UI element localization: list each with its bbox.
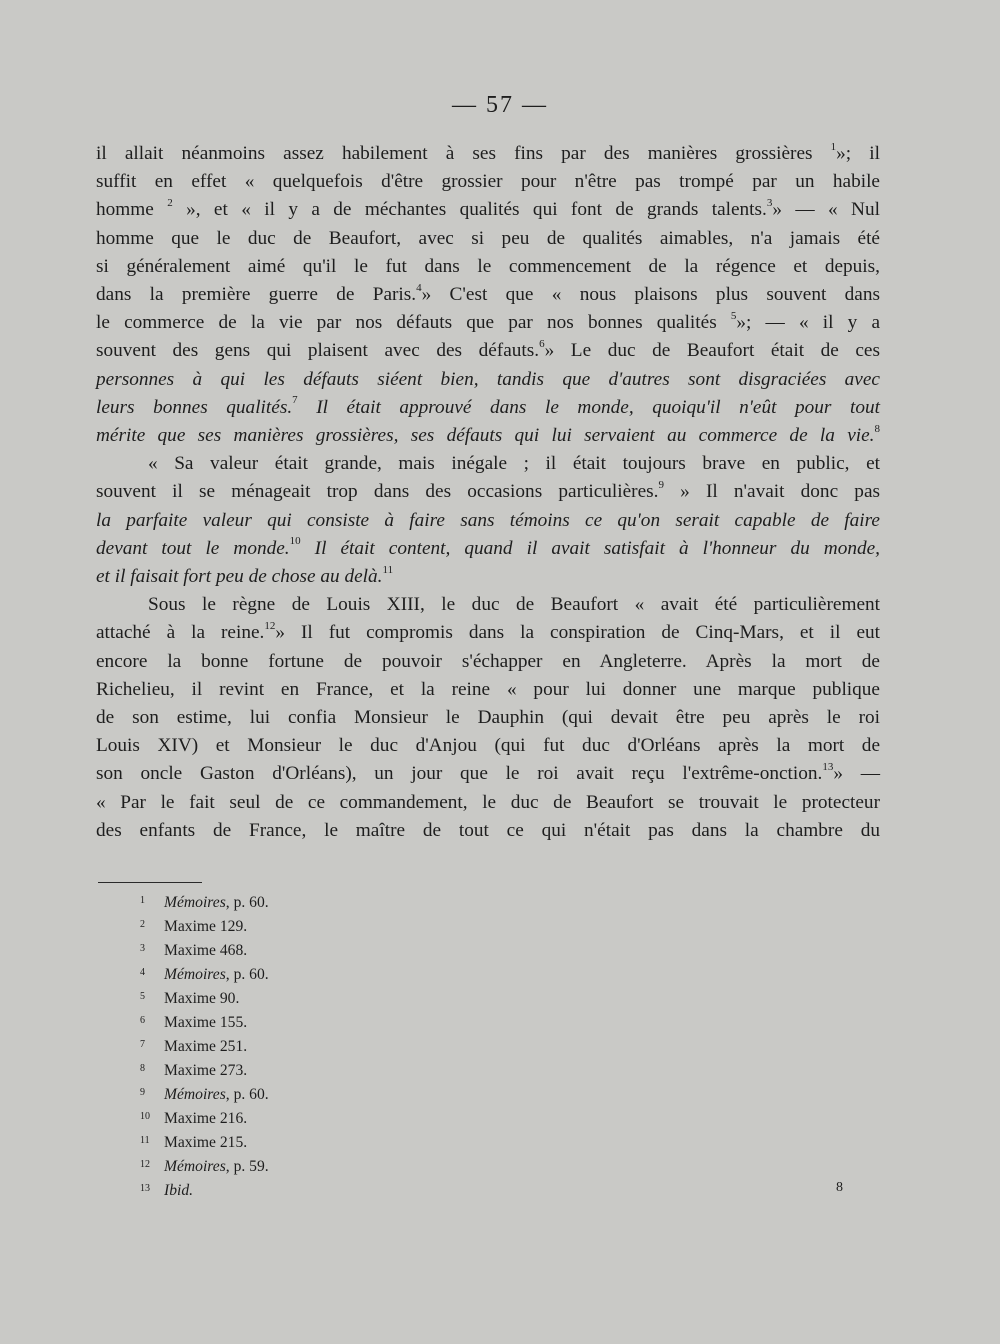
- signature-mark: 8: [836, 1180, 843, 1195]
- footnote-source: Maxime 215.: [164, 1134, 248, 1151]
- footnote-item: [140, 1180, 440, 1204]
- body-text: [96, 140, 880, 845]
- footnote-source: Maxime 129.: [164, 918, 248, 935]
- footnote-item: [140, 1012, 440, 1036]
- text-line: dans la première guerre de Paris.$^4$» C'est que « nous plaisons plus souvent dans: [96, 281, 880, 306]
- footnotes: [140, 892, 440, 1204]
- footnote-number: 2: [140, 919, 145, 930]
- footnote-item: [140, 892, 440, 916]
- text-line: mérite que ses manières grossières, ses défauts qui lui servaient au commerce de la vie.$^8$: [96, 422, 880, 447]
- text-line: la parfaite valeur qui consiste à faire sans témoins ce qu'on serait capable de faire: [96, 509, 880, 531]
- footnote-page: , p. 60.: [225, 1086, 269, 1103]
- text-line: Richelieu, il revint en France, et la reine « pour lui donner une marque publique: [96, 678, 880, 700]
- footnote-number: 13: [140, 1183, 150, 1194]
- text-line: des enfants de France, le maître de tout ce qui n'était pas dans la chambre du: [96, 819, 880, 841]
- text-line: il allait néanmoins assez habilement à ses fins par des manières grossières $^1$»; il: [96, 140, 880, 164]
- footnote-source: Maxime 468.: [164, 942, 248, 959]
- text-line: Sous le règne de Louis XIII, le duc de Beaufort « avait été particulièrement: [148, 594, 880, 616]
- footnote-number: 10: [140, 1111, 150, 1122]
- footnote-page: , p. 60.: [225, 894, 269, 911]
- footnote-number: 6: [140, 1015, 145, 1026]
- text-line: souvent des gens qui plaisent avec des défauts.$^6$» Le duc de Beaufort était de ces: [96, 338, 880, 362]
- footnote-item: [140, 1156, 440, 1180]
- footnote-item: [140, 940, 440, 964]
- footnote-item: [140, 1084, 440, 1108]
- footnote-source: Mémoires: [164, 966, 226, 983]
- text-line: suffit en effet « quelquefois d'être grossier pour n'être pas trompé par un habile: [96, 171, 880, 193]
- footnote-number: 11: [140, 1135, 150, 1146]
- footnote-item: [140, 1036, 440, 1060]
- footnote-number: 12: [140, 1159, 150, 1170]
- text-line: si généralement aimé qu'il le fut dans le commencement de la régence et depuis,: [96, 255, 880, 277]
- footnote-page: , p. 60.: [225, 966, 269, 983]
- footnote-source: Mémoires: [164, 1158, 226, 1175]
- text-line: « Sa valeur était grande, mais inégale ; il était toujours brave en public, et: [148, 453, 880, 475]
- footnote-number: 3: [140, 943, 145, 954]
- footnote-rule: [98, 882, 202, 883]
- text-line: de son estime, lui confia Monsieur le Dauphin (qui devait être peu après le roi: [96, 707, 880, 729]
- footnote-item: [140, 1108, 440, 1132]
- footnote-number: 9: [140, 1087, 145, 1098]
- text-line: personnes à qui les défauts siéent bien, tandis que d'autres sont disgraciées avec: [96, 368, 880, 390]
- text-line: attaché à la reine.$^{12}$» Il fut compromis dans la conspiration de Cinq-Mars, et il eut: [96, 620, 880, 644]
- text-line: leurs bonnes qualités.$^7$ Il était approuvé dans le monde, quoiqu'il n'eût pour tout: [96, 394, 880, 418]
- text-line: homme que le duc de Beaufort, avec si peu de qualités aimables, n'a jamais été: [96, 227, 880, 249]
- footnote-source: Maxime 251.: [164, 1038, 248, 1055]
- text-line: souvent il se ménageait trop dans des occasions particulières.$^9$ » Il n'avait donc pas: [96, 479, 881, 503]
- text-line: « Par le fait seul de ce commandement, le duc de Beaufort se trouvait le protecteur: [96, 791, 880, 813]
- footnote-source: Mémoires: [164, 894, 226, 911]
- text-line: devant tout le monde.$^{10}$ Il était content, quand il avait satisfait à l'honneur du monde,: [96, 535, 880, 559]
- text-line: Louis XIV) et Monsieur le duc d'Anjou (qui fut duc d'Orléans après la mort de: [96, 735, 880, 757]
- footnote-number: 5: [140, 991, 145, 1002]
- footnote-item: [140, 1132, 440, 1156]
- footnote-item: [140, 916, 440, 940]
- text-line: son oncle Gaston d'Orléans), un jour que le roi avait reçu l'extrême-onction.$^{13}$» —: [96, 761, 880, 785]
- footnote-source: Maxime 216.: [164, 1110, 248, 1127]
- footnote-item: [140, 1060, 440, 1084]
- text-line: le commerce de la vie par nos défauts que par nos bonnes qualités $^5$»; — « il y a: [96, 309, 881, 334]
- text-line: et il faisait fort peu de chose au delà.$^{11}$: [96, 563, 394, 588]
- footnote-source: Maxime 155.: [164, 1014, 248, 1031]
- footnote-number: 8: [140, 1063, 145, 1074]
- footnote-source: Maxime 273.: [164, 1062, 248, 1079]
- footnote-item: [140, 964, 440, 988]
- footnote-number: 7: [140, 1039, 145, 1050]
- text-line: homme $^2$ », et « il y a de méchantes qualités qui font de grands talents.$^3$» — « Nul: [96, 196, 880, 221]
- footnote-source: Maxime 90.: [164, 990, 240, 1007]
- page-number: — 57 —: [452, 92, 548, 118]
- footnote-number: 4: [140, 967, 145, 978]
- footnote-source: Mémoires: [164, 1086, 226, 1103]
- footnote-number: 1: [140, 895, 145, 906]
- footnote-source: Ibid.: [164, 1182, 194, 1199]
- footnote-page: , p. 59.: [225, 1158, 269, 1175]
- footnote-item: [140, 988, 440, 1012]
- text-line: encore la bonne fortune de pouvoir s'échapper en Angleterre. Après la mort de: [96, 650, 880, 672]
